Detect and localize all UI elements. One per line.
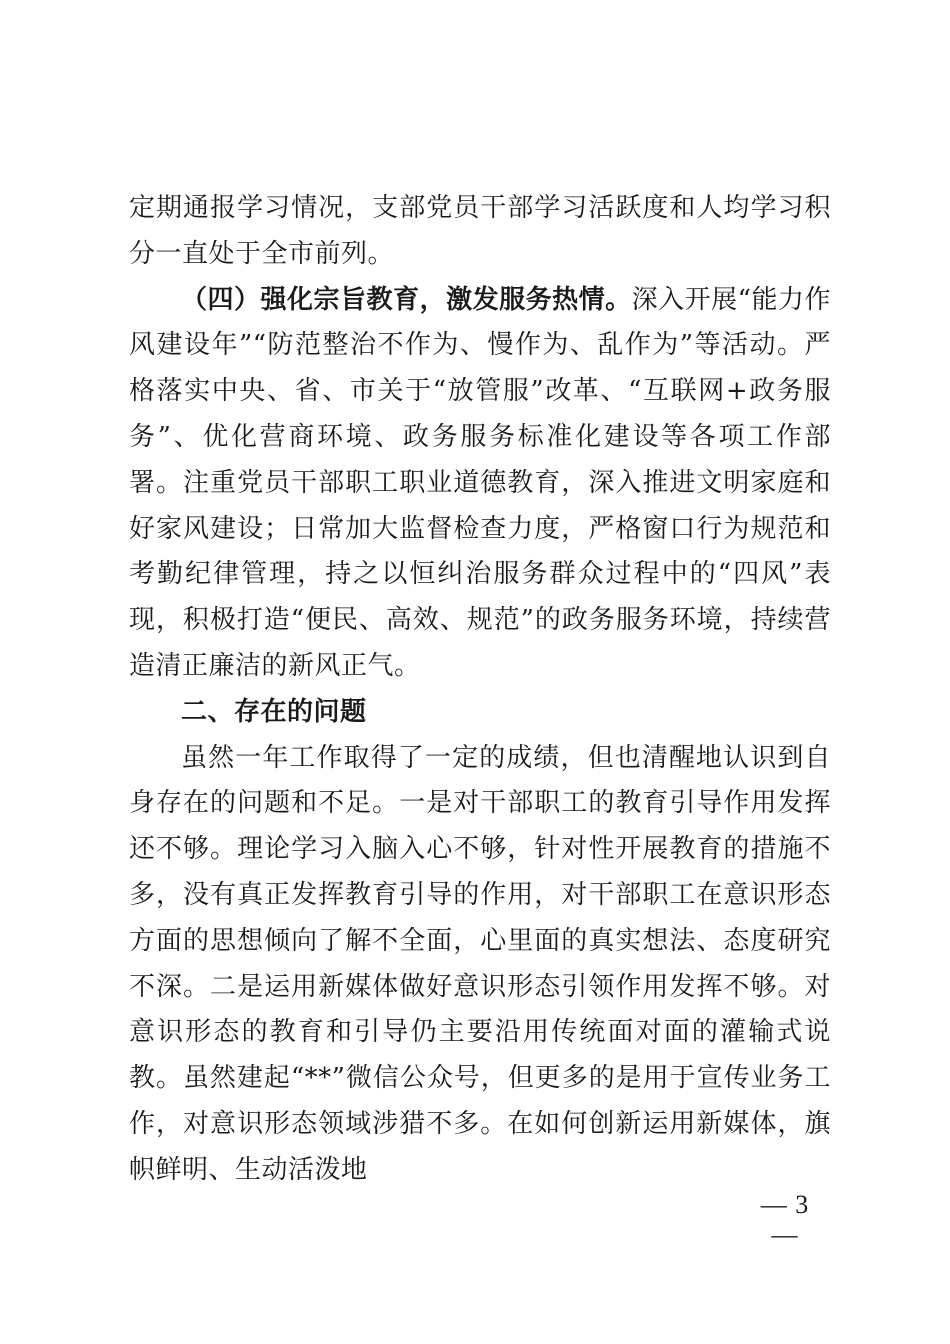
document-body (129, 186, 831, 1194)
paragraph-continuation: 定期通报学习情况，支部党员干部学习活跃度和人均学习积分一直处于全市前列。 (129, 193, 831, 269)
page-number: — 3 — (760, 1190, 810, 1249)
paragraph-lead-heading: （四）强化宗旨教育，激发服务热情。 (181, 284, 632, 315)
section-heading: 二、存在的问题 (181, 696, 367, 727)
paragraph-body-text: 深入开展“能力作风建设年”“防范整治不作为、慢作为、乱作为”等活动。严格落实中央、省、市关于“放管服”改革、“互联网+政务服务”、优化营商环境、政务服务标准化建设等各项工作部署。注重党员干部职工职业道德教育，深入推进文明家庭和好家风建设；日常加大监督检查力度，严格窗口行为规范和考勤纪律管理，持之以恒纠治服务群众过程中的“四风”表现，积极打造“便民、高效、规范”的政务服务环境，持续营造清正廉洁的新风正气。 (129, 284, 831, 681)
paragraph-section-four (129, 278, 831, 690)
paragraph-problems: 虽然一年工作取得了一定的成绩，但也清醒地认识到自身存在的问题和不足。一是对干部职工的教育引导作用发挥还不够。理论学习入脑入心不够，针对性开展教育的措施不多，没有真正发挥教育引导的作用，对干部职工在意识形态方面的思想倾向了解不全面，心里面的真实想法、态度研究不深。二是运用新媒体做好意识形态引领作用发挥不够。对意识形态的教育和引导仍主要沿用传统面对面的灌输式说教。虽然建起“**”微信公众号，但更多的是用于宣传业务工作，对意识形态领域涉猎不多。在如何创新运用新媒体，旗帜鲜明、生动活泼地 (129, 742, 831, 1185)
